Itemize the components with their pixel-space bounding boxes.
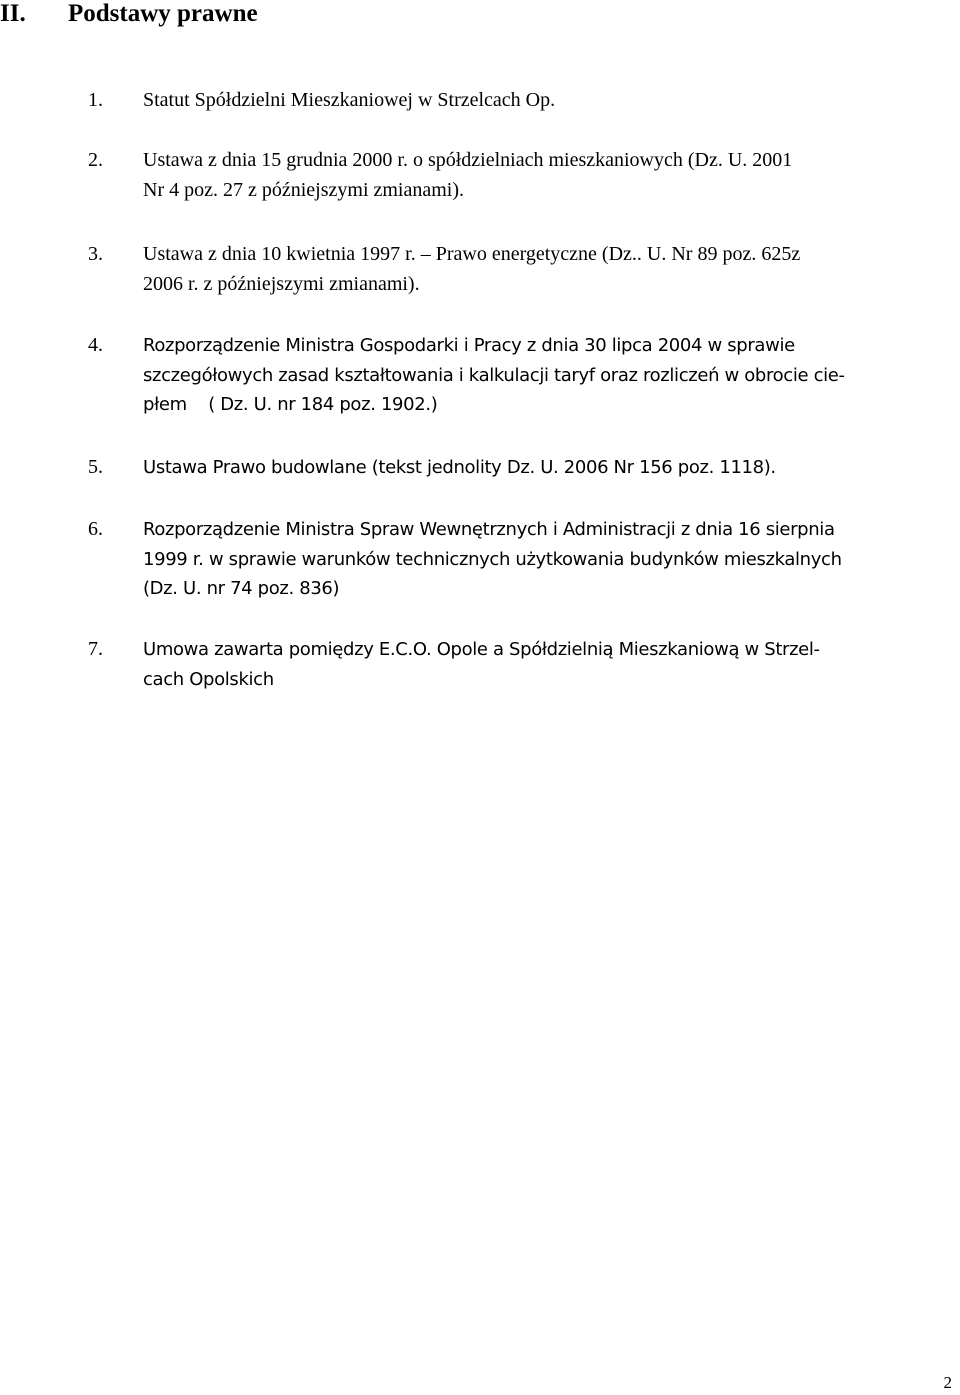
list-item-number: 7. [88,638,103,660]
list-item-text [143,146,948,205]
list-item-text [143,86,948,116]
list-item [88,453,948,483]
list-item-number: 3. [88,243,103,265]
list-item-number: 4. [88,334,103,356]
list-item-line: (Dz. U. nr 74 poz. 836) [143,578,340,599]
list-item-line: Rozporządzenie Ministra Spraw Wewnętrznych i Administracji z dnia 16 sierpnia [143,519,835,540]
list-item [88,635,948,694]
list-item-text [143,240,948,299]
list-item [88,331,948,420]
list-item-line: Nr 4 poz. 27 z późniejszymi zmianami). [143,178,465,201]
list-item-line: Rozporządzenie Ministra Gospodarki i Pracy z dnia 30 lipca 2004 w sprawie [143,335,795,356]
list-item [88,146,948,205]
list-item-text [143,635,948,694]
list-item [88,515,948,604]
list-item-number: 6. [88,518,103,540]
list-item-number: 2. [88,149,103,171]
list-item-text [143,515,948,604]
list-item-line: Ustawa Prawo budowlane (tekst jednolity Dz. U. 2006 Nr 156 poz. 1118). [143,457,776,478]
section-title: Podstawy prawne [68,0,258,27]
list-item [88,240,948,299]
list-item-line: 2006 r. z późniejszymi zmianami). [143,272,420,295]
list-item-line: Umowa zawarta pomiędzy E.C.O. Opole a Spółdzielnią Mieszkaniową w Strzel- [143,639,820,660]
list-item-line: cach Opolskich [143,668,274,690]
list-item [88,86,948,116]
section-number: II. [0,0,26,27]
list-item-line: Ustawa z dnia 10 kwietnia 1997 r. – Prawo energetyczne (Dz.. U. Nr 89 poz. 625z [143,243,801,265]
list-item-text [143,331,948,420]
list-item-number: 1. [88,89,103,111]
list-item-text [143,453,948,483]
page-number: 2 [943,1373,952,1392]
list-item-line: Ustawa z dnia 15 grudnia 2000 r. o spółdzielniach mieszkaniowych (Dz. U. 2001 [143,149,793,171]
list-item-line: 1999 r. w sprawie warunków technicznych użytkowania budynków mieszkalnych [143,548,842,570]
section-heading [0,0,258,28]
list-item-line: płem ( Dz. U. nr 184 poz. 1902.) [143,394,438,415]
list-item-line: szczegółowych zasad kształtowania i kalkulacji taryf oraz rozliczeń w obrocie cie- [143,364,845,386]
list-item-line: Statut Spółdzielni Mieszkaniowej w Strzelcach Op. [143,89,556,111]
list-item-number: 5. [88,456,103,478]
